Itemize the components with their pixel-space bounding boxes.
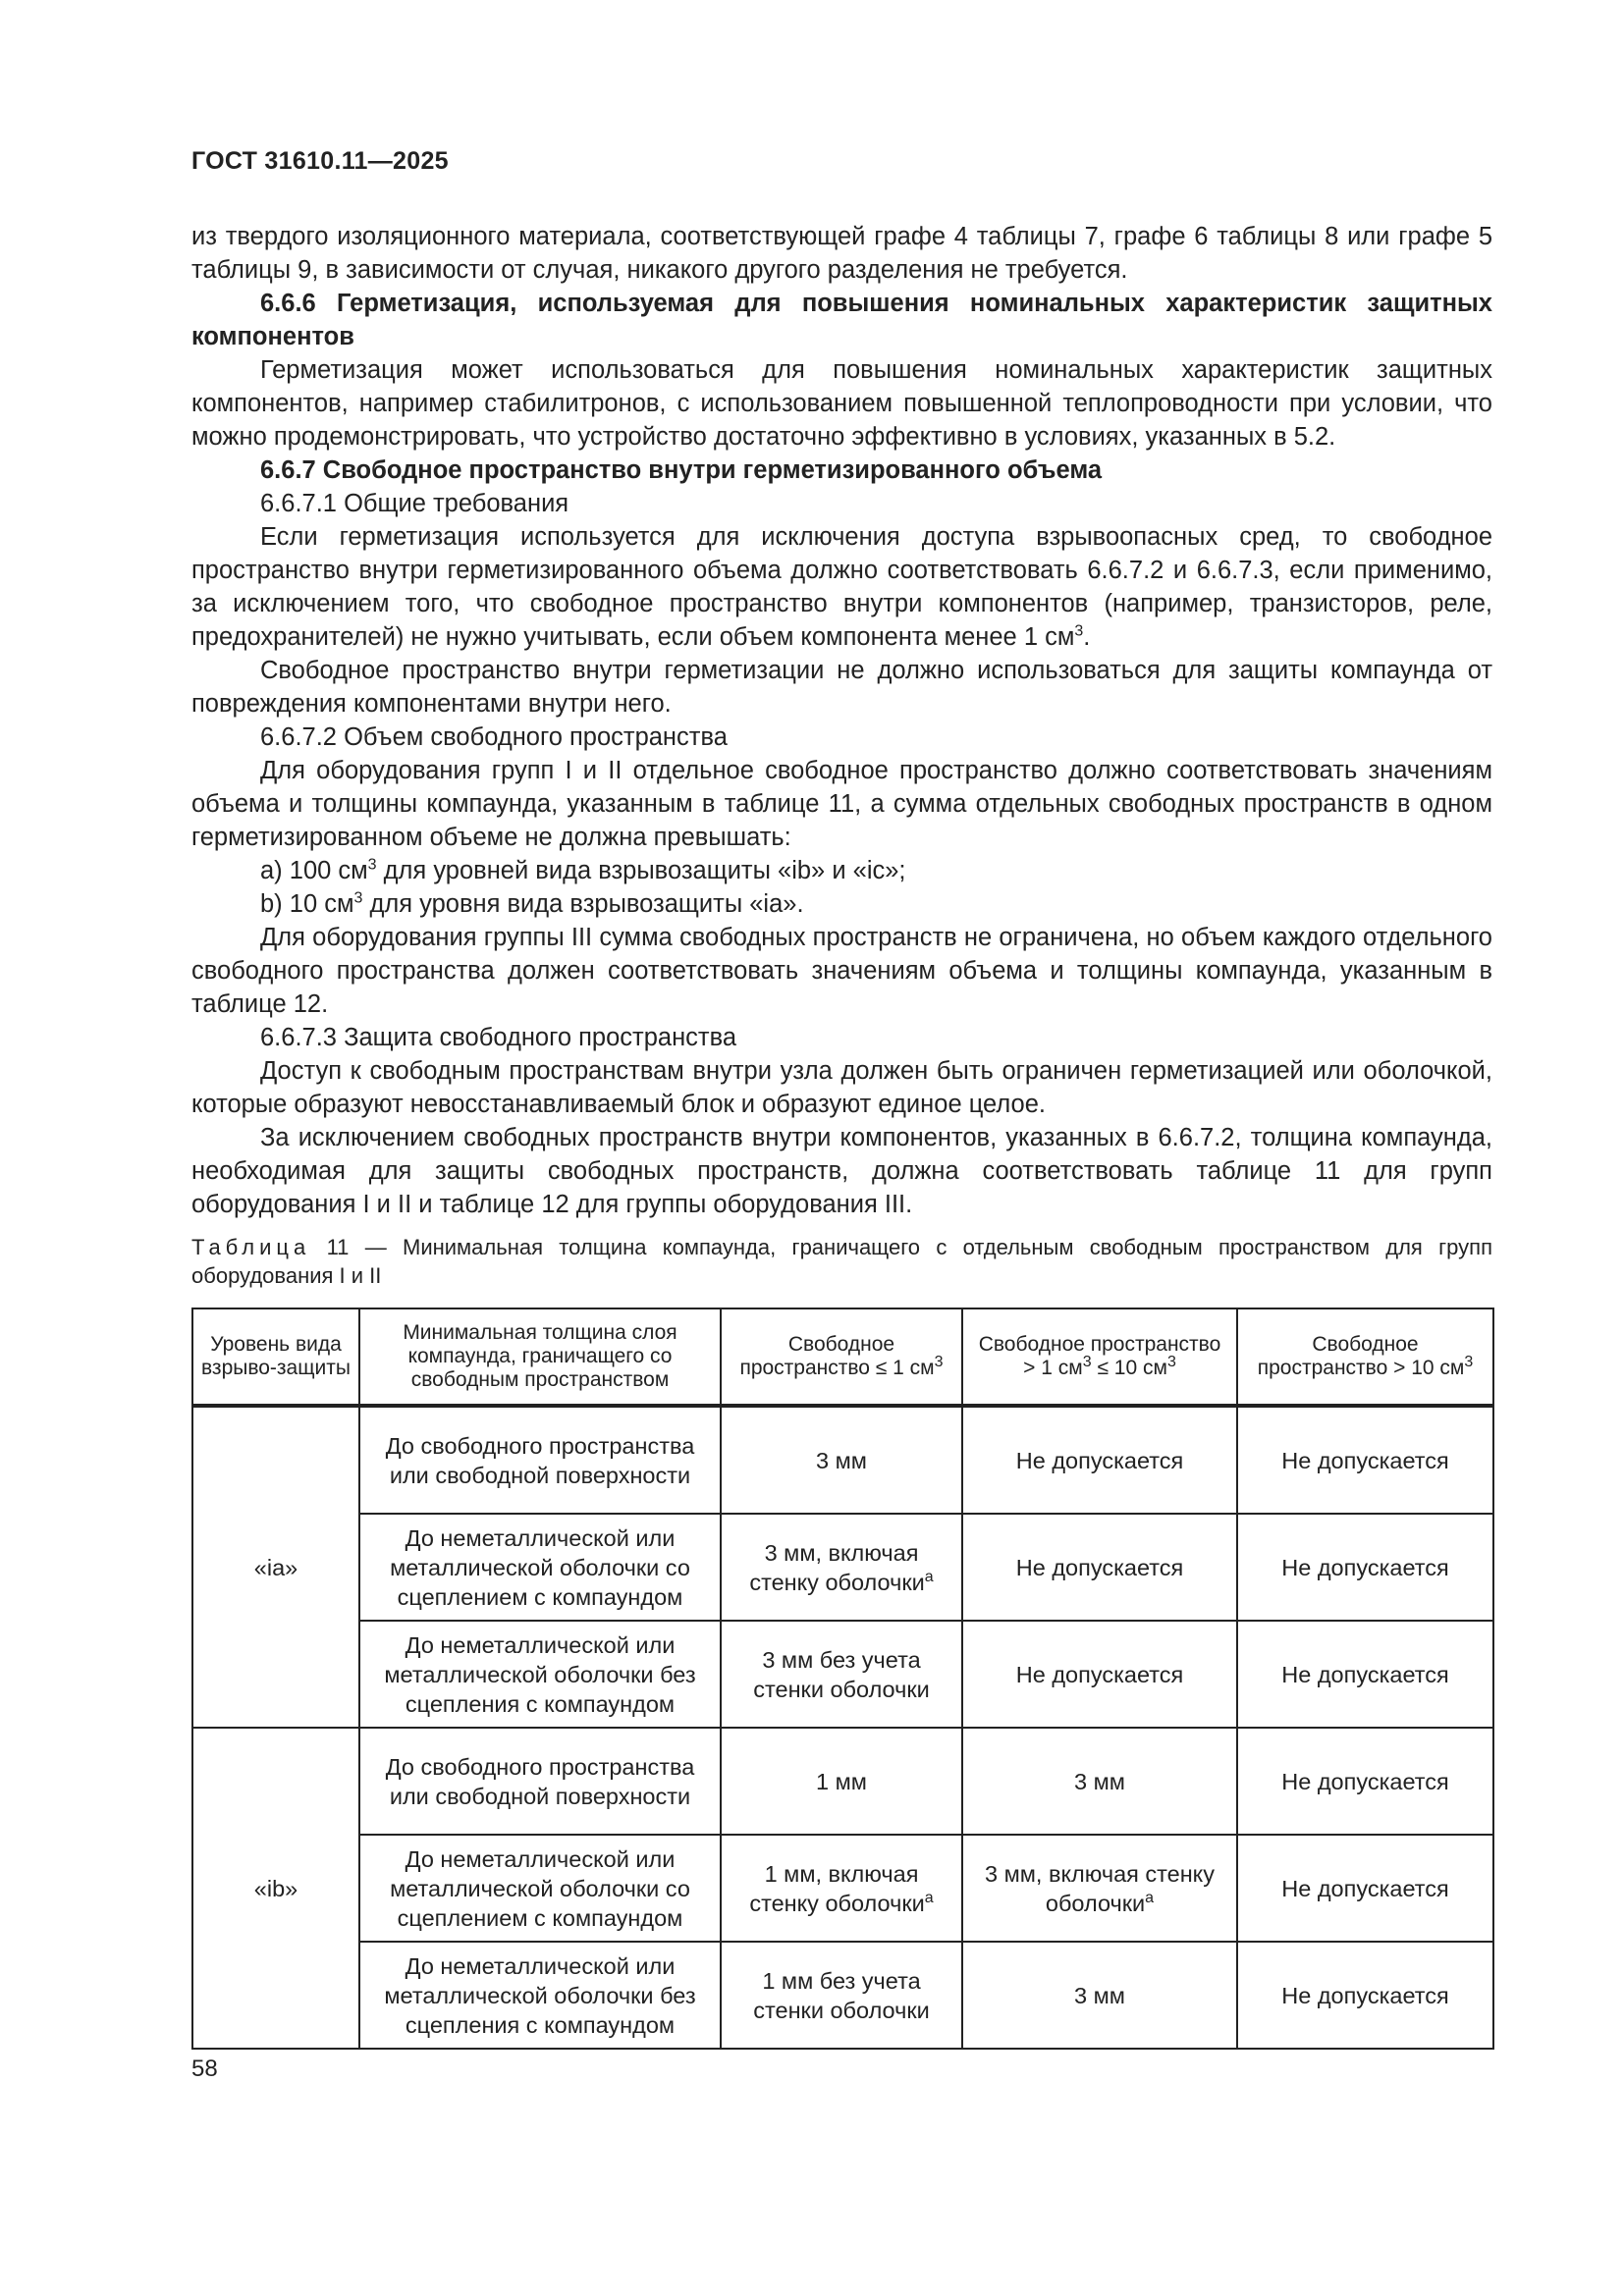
value-cell: 3 мм	[962, 1728, 1237, 1835]
value-cell: Не допускается	[962, 1621, 1237, 1728]
value-cell: Не допускается	[1237, 1621, 1493, 1728]
paragraph: Герметизация может использоваться для повышения номинальных характеристик защитных компонентов, например стабилитронов, с использованием повышенной теплопроводности при условии, что можно продемонстрировать, что устройство достаточно эффективно в условиях, указанных в 5.2.	[191, 356, 1492, 451]
header-cell-space-1-10: Свободное пространство > 1 $см^3 \le 10$ $см^3$	[962, 1308, 1237, 1406]
boundary-cell: До неметаллической или металлической оболочки со сцеплением с компаундом	[359, 1514, 721, 1621]
value-cell: 3 мм	[962, 1942, 1237, 2049]
paragraph: Доступ к свободным пространствам внутри узла должен быть ограничен герметизацией или оболочкой, которые образуют невосстанавливаемый блок и образуют единое целое.	[191, 1057, 1492, 1118]
header-cell-min-thickness: Минимальная толщина слоя компаунда, граничащего со свободным пространством	[359, 1308, 721, 1406]
value-cell: 1 мм, включая стенку оболочки$^a$	[721, 1835, 962, 1942]
header-cell-level: Уровень вида взрыво-защиты	[192, 1308, 359, 1406]
list-item: b) 10 $см^3$ для уровня вида взрывозащиты «ia».	[260, 889, 804, 918]
paragraph-continuation: из твердого изоляционного материала, соответствующей графе 4 таблицы 7, графе 6 таблицы 8 или графе 5 таблицы 9, в зависимости от случая, никакого другого разделения не требуется.	[191, 223, 1492, 284]
value-cell: 1 мм без учета стенки оболочки	[721, 1942, 962, 2049]
boundary-cell: До неметаллической или металлической оболочки без сцепления с компаундом	[359, 1942, 721, 2049]
table-row	[192, 1942, 1493, 2049]
subsection-heading-6-6-7-2: 6.6.7.2 Объем свободного пространства	[260, 723, 728, 751]
value-cell: Не допускается	[1237, 1835, 1493, 1942]
value-cell: 3 мм, включая стенку оболочки$^a$	[962, 1835, 1237, 1942]
table-row	[192, 1621, 1493, 1728]
list-item: a) 100 $см^3$ для уровней вида взрывозащиты «ib» и «ic»;	[260, 856, 906, 884]
page-number: 58	[191, 2056, 218, 2082]
document-header: ГОСТ 31610.11—2025	[191, 147, 449, 175]
main-content	[191, 220, 1492, 2050]
value-cell: 1 мм	[721, 1728, 962, 1835]
value-cell: 3 мм, включая стенку оболочки$^a$	[721, 1514, 962, 1621]
value-cell: Не допускается	[1237, 1514, 1493, 1621]
boundary-cell: До неметаллической или металлической оболочки без сцепления с компаундом	[359, 1621, 721, 1728]
header-cell-space-gt-10: Свободное пространство > 10 $см^3$	[1237, 1308, 1493, 1406]
paragraph: Если герметизация используется для исключения доступа взрывоопасных сред, то свободное пространство внутри герметизированного объема должно соответствовать 6.6.7.2 и 6.6.7.3, если применимо, за исключением того, что свободное пространство внутри компонентов (например, транзисторов, реле, предохранителей) не нужно учитывать, если объем компонента менее 1 $см^3$.	[191, 523, 1492, 651]
table-row	[192, 1835, 1493, 1942]
protection-level-cell: «ib»	[192, 1728, 359, 2049]
table-11	[191, 1308, 1494, 2050]
table-row	[192, 1728, 1493, 1835]
subsection-heading-6-6-7-1: 6.6.7.1 Общие требования	[260, 490, 569, 517]
table-row	[192, 1514, 1493, 1621]
boundary-cell: До свободного пространства или свободной поверхности	[359, 1728, 721, 1835]
section-heading-6-6-7: 6.6.7 Свободное пространство внутри герметизированного объема	[260, 456, 1103, 484]
table-header-row	[192, 1308, 1493, 1406]
paragraph: Для оборудования группы III сумма свободных пространств не ограничена, но объем каждого отдельного свободного пространства должен соответствовать значениям объема и толщины компаунда, указанным в таблице 12.	[191, 924, 1492, 1018]
boundary-cell: До свободного пространства или свободной поверхности	[359, 1406, 721, 1514]
boundary-cell: До неметаллической или металлической оболочки со сцеплением с компаундом	[359, 1835, 721, 1942]
value-cell: 3 мм	[721, 1406, 962, 1514]
header-cell-space-le-1: Свободное пространство ≤ 1 $см^3$	[721, 1308, 962, 1406]
value-cell: 3 мм без учета стенки оболочки	[721, 1621, 962, 1728]
value-cell: Не допускается	[1237, 1942, 1493, 2049]
value-cell: Не допускается	[1237, 1406, 1493, 1514]
table-caption: Таблица 11 — Минимальная толщина компаунда, граничащего с отдельным свободным пространством для групп оборудования I и II	[191, 1235, 1492, 1288]
value-cell: Не допускается	[962, 1406, 1237, 1514]
subsection-heading-6-6-7-3: 6.6.7.3 Защита свободного пространства	[260, 1024, 737, 1051]
paragraph: За исключением свободных пространств внутри компонентов, указанных в 6.6.7.2, толщина компаунда, необходимая для защиты свободных пространств, должна соответствовать таблице 11 для групп оборудования I и II и таблице 12 для группы оборудования III.	[191, 1124, 1492, 1218]
section-heading-6-6-6: 6.6.6 Герметизация, используемая для повышения номинальных характеристик защитных компонентов	[191, 290, 1492, 350]
protection-level-cell: «ia»	[192, 1406, 359, 1728]
paragraph: Свободное пространство внутри герметизации не должно использоваться для защиты компаунда от повреждения компонентами внутри него.	[191, 657, 1492, 718]
value-cell: Не допускается	[1237, 1728, 1493, 1835]
table-row	[192, 1406, 1493, 1514]
paragraph: Для оборудования групп I и II отдельное свободное пространство должно соответствовать значениям объема и толщины компаунда, указанным в таблице 11, а сумма отдельных свободных пространств в одном герметизированном объеме не должна превышать:	[191, 757, 1492, 851]
value-cell: Не допускается	[962, 1514, 1237, 1621]
